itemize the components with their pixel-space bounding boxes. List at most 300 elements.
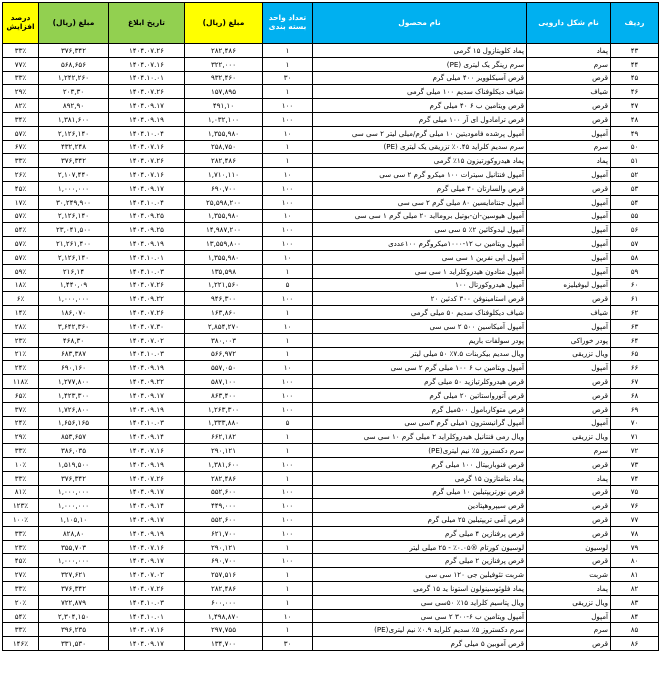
row-number-cell: ۸۳ xyxy=(611,595,659,609)
product-name-cell: آمپول آمیکاسین ۵۰۰ ۲ سی سی xyxy=(313,319,527,333)
header-row-number: ردیف xyxy=(611,3,659,44)
dosage-form-cell: پماد xyxy=(527,44,611,58)
product-name-cell: آمپول هیدروکورتال ۱۰۰ xyxy=(313,278,527,292)
new-price-cell: ۲,۳۰۴,۱۵۰ xyxy=(39,609,109,623)
dosage-form-cell: سرم xyxy=(527,57,611,71)
old-price-cell: ۱,۲۲۱,۵۶۰ xyxy=(185,278,263,292)
increase-percent-cell: ۵۴٪ xyxy=(3,223,39,237)
new-price-cell: ۱,۴۲۳,۳۰۰ xyxy=(39,388,109,402)
old-price-cell: ۲۸۲,۴۸۶ xyxy=(185,471,263,485)
product-name-cell: قرص هیدروکلرتیازید ۵۰ میلی گرم xyxy=(313,375,527,389)
pack-units-cell: ۱۰ xyxy=(263,126,313,140)
old-price-cell: ۶۶۲,۱۸۲ xyxy=(185,430,263,444)
new-price-cell: ۱,۰۰۰,۰۰۰ xyxy=(39,485,109,499)
increase-percent-cell: ۵۷٪ xyxy=(3,250,39,264)
row-number-cell: ۵۸ xyxy=(611,250,659,264)
dosage-form-cell: آمپول xyxy=(527,319,611,333)
row-number-cell: ۴۵ xyxy=(611,71,659,85)
dosage-form-cell: سرم xyxy=(527,444,611,458)
old-price-cell: ۱,۴۹۸,۸۷۰ xyxy=(185,609,263,623)
table-row xyxy=(3,181,659,195)
table-row xyxy=(3,595,659,609)
dosage-form-cell: پودر خوراکی xyxy=(527,333,611,347)
dosage-form-cell: قرص xyxy=(527,499,611,513)
row-number-cell: ۶۱ xyxy=(611,292,659,306)
product-name-cell: قرص پرفنازین ۴ میلی گرم xyxy=(313,526,527,540)
notice-date-cell: ۱۴۰۴.۰۹.۲۲ xyxy=(109,375,185,389)
new-price-cell: ۳۲۷,۶۲۱ xyxy=(39,568,109,582)
dosage-form-cell: پماد xyxy=(527,582,611,596)
row-number-cell: ۵۰ xyxy=(611,140,659,154)
product-name-cell: آمپول پرشده فامودیتین ۱۰ میلی گرم/میلی لیتر ۲ سی سی xyxy=(313,126,527,140)
new-price-cell: ۳۳۱,۵۳۰ xyxy=(39,637,109,651)
pack-units-cell: ۱۰۰ xyxy=(263,223,313,237)
dosage-form-cell: قرص xyxy=(527,375,611,389)
increase-percent-cell: ۲۹٪ xyxy=(3,85,39,99)
row-number-cell: ۸۵ xyxy=(611,623,659,637)
header-dosage-form: نام شکل دارویی xyxy=(527,3,611,44)
product-name-cell: آمپول گرانیسترون ۱میلی گرم ۳سی سی xyxy=(313,416,527,430)
dosage-form-cell: شیاف xyxy=(527,85,611,99)
notice-date-cell: ۱۴۰۴.۰۹.۱۷ xyxy=(109,513,185,527)
dosage-form-cell: قرص xyxy=(527,292,611,306)
notice-date-cell: ۱۴۰۴.۱۰.۰۳ xyxy=(109,595,185,609)
header-product-name: نام محصول xyxy=(313,3,527,44)
notice-date-cell: ۱۴۰۴.۰۹.۲۵ xyxy=(109,223,185,237)
increase-percent-cell: ۱۸٪ xyxy=(3,278,39,292)
old-price-cell: ۲۸۲,۴۸۶ xyxy=(185,582,263,596)
pack-units-cell: ۱ xyxy=(263,623,313,637)
product-name-cell: پماد هیدروکورتیزون ۱۵٪ گرمی xyxy=(313,154,527,168)
notice-date-cell: ۱۴۰۴.۱۰.۰۳ xyxy=(109,264,185,278)
old-price-cell: ۵۵۷,۰۵۰ xyxy=(185,361,263,375)
dosage-form-cell: آمپول xyxy=(527,209,611,223)
old-price-cell: ۸۶۳,۴۰۰ xyxy=(185,388,263,402)
notice-date-cell: ۱۴۰۴.۱۰.۰۱ xyxy=(109,71,185,85)
increase-percent-cell: ۶٪ xyxy=(3,292,39,306)
increase-percent-cell: ۴۵٪ xyxy=(3,554,39,568)
dosage-form-cell: شربت xyxy=(527,568,611,582)
pack-units-cell: ۱۰۰ xyxy=(263,499,313,513)
header-old-price: مبلغ (ریال) xyxy=(185,3,263,44)
pack-units-cell: ۱۰۰ xyxy=(263,181,313,195)
table-row xyxy=(3,57,659,71)
pack-units-cell: ۱ xyxy=(263,444,313,458)
pack-units-cell: ۱۰۰ xyxy=(263,485,313,499)
new-price-cell: ۲۳,۰۴۱,۵۰۰ xyxy=(39,223,109,237)
new-price-cell: ۱,۳۸۱,۶۰۰ xyxy=(39,112,109,126)
increase-percent-cell: ۴۵٪ xyxy=(3,181,39,195)
dosage-form-cell: قرص xyxy=(527,485,611,499)
new-price-cell: ۲۱۶,۱۴ xyxy=(39,264,109,278)
pack-units-cell: ۱ xyxy=(263,44,313,58)
product-name-cell: قرص ویتامین ب ۶ ۴۰ میلی گرم xyxy=(313,99,527,113)
notice-date-cell: ۱۴۰۴.۰۷.۲۶ xyxy=(109,306,185,320)
product-name-cell: پماد بتامتازون ۱۵ گرمی xyxy=(313,471,527,485)
increase-percent-cell: ۱۲۳٪ xyxy=(3,499,39,513)
increase-percent-cell: ۸۲٪ xyxy=(3,99,39,113)
old-price-cell: ۲۹۷,۷۵۵ xyxy=(185,623,263,637)
increase-percent-cell: ۲۳٪ xyxy=(3,540,39,554)
dosage-form-cell: قرص xyxy=(527,526,611,540)
table-row xyxy=(3,402,659,416)
product-name-cell: آمپول ویتامین ب ۶-۳۰۰ ۲ سی سی xyxy=(313,609,527,623)
new-price-cell: ۱,۴۴۰,۰۹ xyxy=(39,278,109,292)
product-name-cell: قرص استامینوفن ۳۰۰ کدئین ۲۰ xyxy=(313,292,527,306)
old-price-cell: ۲۹۰,۱۲۱ xyxy=(185,444,263,458)
increase-percent-cell: ۳۳٪ xyxy=(3,582,39,596)
pack-units-cell: ۱۰۰ xyxy=(263,513,313,527)
increase-percent-cell: ۶۵٪ xyxy=(3,388,39,402)
old-price-cell: ۱,۲۶۳,۳۰۰ xyxy=(185,402,263,416)
notice-date-cell: ۱۴۰۴.۰۷.۰۲ xyxy=(109,568,185,582)
table-row xyxy=(3,237,659,251)
row-number-cell: ۸۰ xyxy=(611,554,659,568)
new-price-cell: ۴۶۸,۳۰ xyxy=(39,333,109,347)
pack-units-cell: ۱۰۰ xyxy=(263,292,313,306)
table-row xyxy=(3,554,659,568)
increase-percent-cell: ۷۷٪ xyxy=(3,57,39,71)
product-name-cell: شیاف دیکلوفناک سدیم ۵۰ میلی گرمی xyxy=(313,306,527,320)
pack-units-cell: ۳۰ xyxy=(263,637,313,651)
notice-date-cell: ۱۴۰۴.۰۹.۱۹ xyxy=(109,526,185,540)
row-number-cell: ۷۳ xyxy=(611,457,659,471)
table-row xyxy=(3,306,659,320)
dosage-form-cell: ویال تزریقی xyxy=(527,595,611,609)
notice-date-cell: ۱۴۰۴.۱۰.۰۱ xyxy=(109,250,185,264)
row-number-cell: ۵۵ xyxy=(611,209,659,223)
notice-date-cell: ۱۴۰۴.۰۹.۱۷ xyxy=(109,485,185,499)
row-number-cell: ۶۵ xyxy=(611,347,659,361)
new-price-cell: ۲,۱۲۶,۱۴۰ xyxy=(39,209,109,223)
table-body xyxy=(3,44,659,651)
table-row xyxy=(3,126,659,140)
notice-date-cell: ۱۴۰۴.۰۹.۱۴ xyxy=(109,499,185,513)
increase-percent-cell: ۱۴۶٪ xyxy=(3,637,39,651)
table-row xyxy=(3,71,659,85)
pack-units-cell: ۱۰۰ xyxy=(263,526,313,540)
header-new-price: مبلغ (ریال) xyxy=(39,3,109,44)
new-price-cell: ۱,۲۴۲,۲۶۰ xyxy=(39,71,109,85)
old-price-cell: ۶۰۰,۰۰۰ xyxy=(185,595,263,609)
notice-date-cell: ۱۴۰۴.۱۰.۰۴ xyxy=(109,195,185,209)
increase-percent-cell: ۳۳٪ xyxy=(3,44,39,58)
notice-date-cell: ۱۴۰۴.۰۷.۳۰ xyxy=(109,319,185,333)
product-name-cell: ویال سدیم بیکربنات ۷.۵٪ ۵۰ میلی لیتر xyxy=(313,347,527,361)
dosage-form-cell: آمپول xyxy=(527,126,611,140)
row-number-cell: ۷۵ xyxy=(611,485,659,499)
row-number-cell: ۴۸ xyxy=(611,112,659,126)
product-name-cell: آمپول متادون هیدروکلراید ۱ سی سی xyxy=(313,264,527,278)
table-row xyxy=(3,85,659,99)
increase-percent-cell: ۵۹٪ xyxy=(3,264,39,278)
pack-units-cell: ۱ xyxy=(263,582,313,596)
row-number-cell: ۶۴ xyxy=(611,333,659,347)
header-notice-date: تاریخ ابلاغ xyxy=(109,3,185,44)
old-price-cell: ۴۴۹,۰۰۰ xyxy=(185,499,263,513)
increase-percent-cell: ۲۱٪ xyxy=(3,347,39,361)
new-price-cell: ۲۱,۲۶۱,۴۰۰ xyxy=(39,237,109,251)
old-price-cell: ۲۵۸,۷۵۰ xyxy=(185,140,263,154)
notice-date-cell: ۱۴۰۴.۱۰.۰۳ xyxy=(109,416,185,430)
product-name-cell: قرص فنوباربیتال ۱۰۰ میلی گرم xyxy=(313,457,527,471)
row-number-cell: ۷۰ xyxy=(611,416,659,430)
new-price-cell: ۲,۱۲۶,۱۴۰ xyxy=(39,250,109,264)
increase-percent-cell: ۲۴٪ xyxy=(3,361,39,375)
new-price-cell: ۱,۰۰۰,۰۰۰ xyxy=(39,499,109,513)
old-price-cell: ۱۵۷,۸۹۵ xyxy=(185,85,263,99)
old-price-cell: ۹۴۶,۳۰۰ xyxy=(185,292,263,306)
pack-units-cell: ۱ xyxy=(263,306,313,320)
dosage-form-cell: قرص xyxy=(527,554,611,568)
pack-units-cell: ۱۰۰ xyxy=(263,402,313,416)
table-row xyxy=(3,223,659,237)
dosage-form-cell: قرص xyxy=(527,388,611,402)
notice-date-cell: ۱۴۰۴.۰۷.۱۶ xyxy=(109,540,185,554)
dosage-form-cell: قرص xyxy=(527,112,611,126)
row-number-cell: ۸۴ xyxy=(611,609,659,623)
row-number-cell: ۶۰ xyxy=(611,278,659,292)
product-name-cell: ویال پتاسیم کلراید ۱۵٪ ۵۰سی سی xyxy=(313,595,527,609)
notice-date-cell: ۱۴۰۴.۰۷.۲۶ xyxy=(109,85,185,99)
row-number-cell: ۷۶ xyxy=(611,499,659,513)
header-pack-units: تعداد واحد بسته بندی xyxy=(263,3,313,44)
old-price-cell: ۶۹۰,۷۰۰ xyxy=(185,554,263,568)
new-price-cell: ۳۷۶,۳۴۲ xyxy=(39,582,109,596)
new-price-cell: ۱,۷۲۶,۸۰۰ xyxy=(39,402,109,416)
notice-date-cell: ۱۴۰۴.۰۹.۱۹ xyxy=(109,402,185,416)
table-row xyxy=(3,292,659,306)
notice-date-cell: ۱۴۰۴.۰۹.۲۲ xyxy=(109,292,185,306)
notice-date-cell: ۱۴۰۴.۰۹.۱۷ xyxy=(109,554,185,568)
product-name-cell: قرص والسارتان ۴۰ میلی گرم xyxy=(313,181,527,195)
row-number-cell: ۶۸ xyxy=(611,388,659,402)
new-price-cell: ۸۵۳,۶۵۷ xyxy=(39,430,109,444)
increase-percent-cell: ۸۱٪ xyxy=(3,485,39,499)
row-number-cell: ۵۲ xyxy=(611,168,659,182)
dosage-form-cell: قرص xyxy=(527,181,611,195)
increase-percent-cell: ۱۱۸٪ xyxy=(3,375,39,389)
row-number-cell: ۴۶ xyxy=(611,85,659,99)
product-name-cell: قرص سیپروهپتادین xyxy=(313,499,527,513)
product-name-cell: آمپول لیدوکائین ۲٪ ۵ سی سی xyxy=(313,223,527,237)
notice-date-cell: ۱۴۰۴.۱۰.۰۱ xyxy=(109,609,185,623)
old-price-cell: ۲,۸۵۴,۲۷۰ xyxy=(185,319,263,333)
increase-percent-cell: ۲۴٪ xyxy=(3,416,39,430)
table-row xyxy=(3,319,659,333)
row-number-cell: ۸۶ xyxy=(611,637,659,651)
product-name-cell: سرم دکستروز ۵٪ نیم لیتری(PE) xyxy=(313,444,527,458)
dosage-form-cell: آمپول xyxy=(527,609,611,623)
notice-date-cell: ۱۴۰۴.۰۷.۲۶ xyxy=(109,278,185,292)
table-row xyxy=(3,499,659,513)
row-number-cell: ۷۸ xyxy=(611,526,659,540)
old-price-cell: ۵۸۷,۱۰۰ xyxy=(185,375,263,389)
pack-units-cell: ۱۰۰ xyxy=(263,237,313,251)
notice-date-cell: ۱۴۰۴.۰۷.۱۶ xyxy=(109,444,185,458)
old-price-cell: ۱۳۴,۷۰۰ xyxy=(185,637,263,651)
new-price-cell: ۳۷۶,۳۴۲ xyxy=(39,44,109,58)
dosage-form-cell: آمپول xyxy=(527,195,611,209)
new-price-cell: ۱,۰۰۰,۰۰۰ xyxy=(39,181,109,195)
row-number-cell: ۵۷ xyxy=(611,237,659,251)
product-name-cell: سرم سدیم کلراید ۰.۴۵٪ تزریقی یک لیتری (PE) xyxy=(313,140,527,154)
old-price-cell: ۱,۳۸۱,۶۰۰ xyxy=(185,457,263,471)
pack-units-cell: ۱۰۰ xyxy=(263,375,313,389)
table-row xyxy=(3,513,659,527)
pack-units-cell: ۱ xyxy=(263,85,313,99)
dosage-form-cell: قرص xyxy=(527,637,611,651)
product-name-cell: سرم دکستروز ۵٪ سدیم کلراید ۰.۹٪ نیم لیتری(PE) xyxy=(313,623,527,637)
product-name-cell: لوسیون کورتام ®۰.۰۵٪ - ۲۵ میلی لیتر xyxy=(313,540,527,554)
old-price-cell: ۲۸۲,۴۸۶ xyxy=(185,154,263,168)
product-name-cell: سرم رینگر یک لیتری (PE) xyxy=(313,57,527,71)
old-price-cell: ۲۸۲,۴۸۶ xyxy=(185,44,263,58)
pack-units-cell: ۱ xyxy=(263,154,313,168)
pack-units-cell: ۱۰ xyxy=(263,609,313,623)
old-price-cell: ۱۴,۹۸۷,۲۰۰ xyxy=(185,223,263,237)
old-price-cell: ۱,۰۳۲,۱۰۰ xyxy=(185,112,263,126)
pack-units-cell: ۱۰۰ xyxy=(263,112,313,126)
pack-units-cell: ۱ xyxy=(263,333,313,347)
product-name-cell: آمپول فنتانیل سیترات ۱۰۰ میکرو گرم ۲ سی سی xyxy=(313,168,527,182)
table-row xyxy=(3,347,659,361)
old-price-cell: ۱,۳۵۵,۹۸۰ xyxy=(185,250,263,264)
notice-date-cell: ۱۴۰۴.۰۹.۲۵ xyxy=(109,209,185,223)
increase-percent-cell: ۳۳٪ xyxy=(3,471,39,485)
pack-units-cell: ۱ xyxy=(263,264,313,278)
table-row xyxy=(3,457,659,471)
increase-percent-cell: ۲۸٪ xyxy=(3,319,39,333)
dosage-form-cell: قرص xyxy=(527,402,611,416)
new-price-cell: ۲۰۳,۳۰ xyxy=(39,85,109,99)
dosage-form-cell: سرم xyxy=(527,140,611,154)
product-name-cell: قرص آموبین ۵ میلی گرم xyxy=(313,637,527,651)
increase-percent-cell: ۲۹٪ xyxy=(3,430,39,444)
dosage-form-cell: آمپول xyxy=(527,223,611,237)
increase-percent-cell: ۵۴٪ xyxy=(3,609,39,623)
pack-units-cell: ۱ xyxy=(263,140,313,154)
price-increase-table xyxy=(2,2,659,651)
increase-percent-cell: ۲۰٪ xyxy=(3,595,39,609)
table-row xyxy=(3,264,659,278)
pack-units-cell: ۱۰ xyxy=(263,209,313,223)
old-price-cell: ۲۹۰,۱۲۱ xyxy=(185,540,263,554)
new-price-cell: ۱,۵۱۹,۵۰۰ xyxy=(39,457,109,471)
pack-units-cell: ۱ xyxy=(263,347,313,361)
product-name-cell: آمپول ویتامین ب ۱۲-۱۰۰۰میکروگرم ۱۰۰عددی xyxy=(313,237,527,251)
pack-units-cell: ۱۰۰ xyxy=(263,554,313,568)
new-price-cell: ۲,۱۲۶,۱۴۰ xyxy=(39,126,109,140)
table-row xyxy=(3,112,659,126)
product-name-cell: قرص آمی تریپتیلین ۲۵ میلی گرم xyxy=(313,513,527,527)
notice-date-cell: ۱۴۰۴.۰۷.۱۶ xyxy=(109,623,185,637)
increase-percent-cell: ۳۳٪ xyxy=(3,154,39,168)
row-number-cell: ۶۹ xyxy=(611,402,659,416)
increase-percent-cell: ۳۷٪ xyxy=(3,402,39,416)
dosage-form-cell: آمپول xyxy=(527,264,611,278)
product-name-cell: شیاف دیکلوفناک سدیم ۱۰۰ میلی گرمی xyxy=(313,85,527,99)
increase-percent-cell: ۱۷٪ xyxy=(3,195,39,209)
pack-units-cell: ۵ xyxy=(263,416,313,430)
row-number-cell: ۷۹ xyxy=(611,540,659,554)
notice-date-cell: ۱۴۰۴.۱۰.۰۳ xyxy=(109,347,185,361)
increase-percent-cell: ۲۳٪ xyxy=(3,333,39,347)
product-name-cell: آمپول اپی نفرین ۱ سی سی xyxy=(313,250,527,264)
product-name-cell: پماد فلوئوسینولون استونا ید ۱۵ گرمی xyxy=(313,582,527,596)
pack-units-cell: ۱۰ xyxy=(263,319,313,333)
old-price-cell: ۳۲۲,۰۰۰ xyxy=(185,57,263,71)
table-row xyxy=(3,416,659,430)
new-price-cell: ۱,۶۵۶,۱۶۵ xyxy=(39,416,109,430)
table-row xyxy=(3,361,659,375)
row-number-cell: ۸۲ xyxy=(611,582,659,596)
row-number-cell: ۵۹ xyxy=(611,264,659,278)
new-price-cell: ۱,۰۰۰,۰۰۰ xyxy=(39,292,109,306)
new-price-cell: ۱,۲۷۷,۸۰۰ xyxy=(39,375,109,389)
dosage-form-cell: ویال تزریقی xyxy=(527,347,611,361)
notice-date-cell: ۱۴۰۴.۰۹.۱۷ xyxy=(109,99,185,113)
old-price-cell: ۶۲۱,۷۰۰ xyxy=(185,526,263,540)
increase-percent-cell: ۱۴٪ xyxy=(3,306,39,320)
row-number-cell: ۴۳ xyxy=(611,44,659,58)
row-number-cell: ۷۴ xyxy=(611,471,659,485)
table-row xyxy=(3,44,659,58)
old-price-cell: ۲۵۷,۵۱۶ xyxy=(185,568,263,582)
new-price-cell: ۸۲۸,۸۰ xyxy=(39,526,109,540)
new-price-cell: ۳۵۵,۷۰۳ xyxy=(39,540,109,554)
new-price-cell: ۳۹۶,۲۳۵ xyxy=(39,623,109,637)
notice-date-cell: ۱۴۰۴.۰۷.۰۲ xyxy=(109,333,185,347)
pack-units-cell: ۱۰ xyxy=(263,250,313,264)
old-price-cell: ۱۳,۵۵۹,۸۰۰ xyxy=(185,237,263,251)
table-row xyxy=(3,540,659,554)
increase-percent-cell: ۳۳٪ xyxy=(3,623,39,637)
old-price-cell: ۶۹۰,۷۰۰ xyxy=(185,181,263,195)
row-number-cell: ۷۲ xyxy=(611,444,659,458)
new-price-cell: ۳,۶۴۲,۳۶۰ xyxy=(39,319,109,333)
dosage-form-cell: قرص xyxy=(527,513,611,527)
increase-percent-cell: ۵۷٪ xyxy=(3,237,39,251)
table-row xyxy=(3,388,659,402)
product-name-cell: قرص متوکاربامول ۵۰۰میل گرم xyxy=(313,402,527,416)
old-price-cell: ۱,۳۵۵,۹۸۰ xyxy=(185,209,263,223)
old-price-cell: ۱,۷۱۰,۱۱۰ xyxy=(185,168,263,182)
table-row xyxy=(3,582,659,596)
dosage-form-cell: آمپول xyxy=(527,237,611,251)
dosage-form-cell: آمپول xyxy=(527,361,611,375)
pack-units-cell: ۱ xyxy=(263,57,313,71)
pack-units-cell: ۱۰۰ xyxy=(263,457,313,471)
pack-units-cell: ۱ xyxy=(263,471,313,485)
pack-units-cell: ۱۰ xyxy=(263,168,313,182)
product-name-cell: ویال رمی فنتانیل هیدروکلراید ۲ میلی گرم ۱۰ سی سی xyxy=(313,430,527,444)
row-number-cell: ۵۶ xyxy=(611,223,659,237)
old-price-cell: ۳۸۰,۰۰۳ xyxy=(185,333,263,347)
dosage-form-cell: پماد xyxy=(527,471,611,485)
increase-percent-cell: ۳۴٪ xyxy=(3,112,39,126)
table-row xyxy=(3,430,659,444)
notice-date-cell: ۱۴۰۴.۰۹.۱۹ xyxy=(109,112,185,126)
dosage-form-cell: ویال تزریقی xyxy=(527,430,611,444)
dosage-form-cell: قرص xyxy=(527,457,611,471)
increase-percent-cell: ۲۷٪ xyxy=(3,568,39,582)
row-number-cell: ۴۷ xyxy=(611,99,659,113)
old-price-cell: ۵۶۶,۹۷۲ xyxy=(185,347,263,361)
increase-percent-cell: ۳۳٪ xyxy=(3,444,39,458)
row-number-cell: ۵۴ xyxy=(611,195,659,209)
dosage-form-cell: قرص xyxy=(527,99,611,113)
